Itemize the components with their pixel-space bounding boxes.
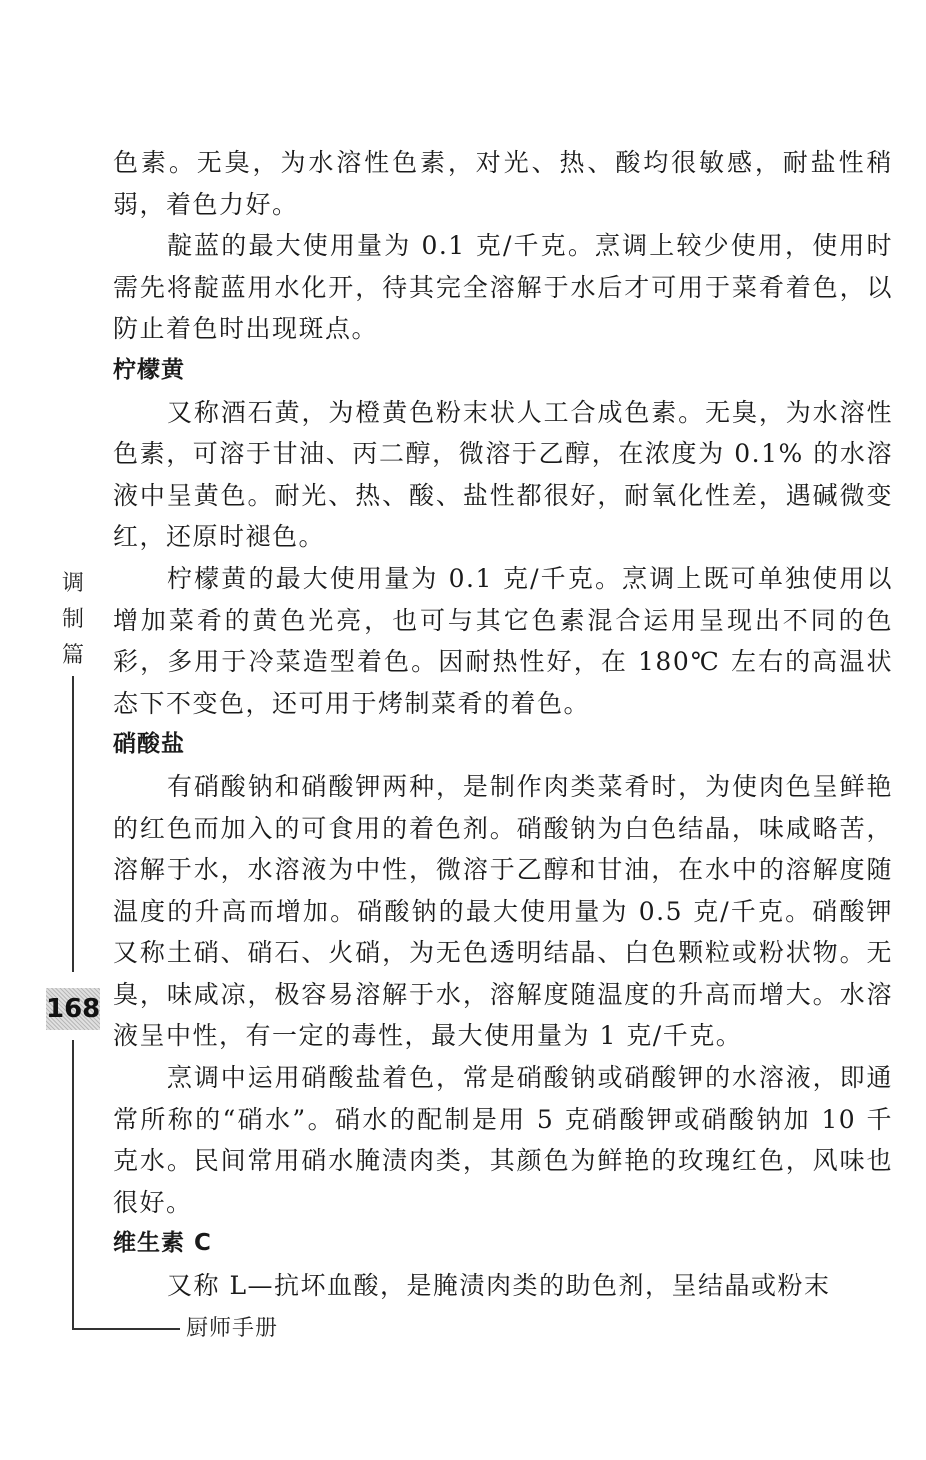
paragraph-4: 柠檬黄的最大使用量为 0.1 克/千克。烹调上既可单独使用以增加菜肴的黄色光亮，也可与其它色素混合运用呈现出不同的色彩，多用于冷菜造型着色。因耐热性好，在 180℃ 左右的高温状态下不变色，还可用于烤制菜肴的着色。: [113, 563, 893, 718]
side-label-char-2: 制: [61, 607, 84, 632]
heading-lemon-yellow: 柠檬黄: [113, 356, 185, 383]
heading-nitrate: 硝酸盐: [113, 731, 185, 758]
margin-rule-top: [72, 676, 74, 972]
chapter-side-label: [60, 566, 86, 674]
book-title-footer: 厨师手册: [186, 1316, 279, 1341]
footer-rule: [72, 1328, 180, 1330]
heading-vitamin-c: 维生素 C: [113, 1230, 212, 1257]
side-label-char-3: 篇: [61, 643, 84, 668]
paragraph-1: 色素。无臭，为水溶性色素，对光、热、酸均很敏感，耐盐性稍弱，着色力好。: [113, 148, 893, 219]
page-number: 168: [46, 988, 100, 1030]
paragraph-7: 又称 L—抗坏血酸，是腌渍肉类的助色剂，呈结晶或粉末: [167, 1271, 831, 1301]
paragraph-6: 烹调中运用硝酸盐着色，常是硝酸钠或硝酸钾的水溶液，即通常所称的“硝水”。硝水的配制是用 5 克硝酸钾或硝酸钠加 10 千克水。民间常用硝水腌渍肉类，其颜色为鲜艳的玫瑰红色，风味也很好。: [113, 1063, 893, 1217]
paragraph-5: 有硝酸钠和硝酸钾两种，是制作肉类菜肴时，为使肉色呈鲜艳的红色而加入的可食用的着色剂。硝酸钠为白色结晶，味咸略苦，溶解于水，水溶液为中性，微溶于乙醇和甘油，在水中的溶解度随温度的升高而增加。硝酸钠的最大使用量为 0.5 克/千克。硝酸钾又称土硝、硝石、火硝，为无色透明结晶、白色颗粒或粉状物。无臭，味咸凉，极容易溶解于水，溶解度随温度的升高而增大。水溶液呈中性，有一定的毒性，最大使用量为 1 克/千克。: [113, 771, 893, 1051]
main-text: [113, 142, 893, 1307]
side-label-char-1: 调: [61, 571, 84, 596]
margin-rule-bottom: [72, 1040, 74, 1330]
paragraph-3: 又称酒石黄，为橙黄色粉末状人工合成色素。无臭，为水溶性色素，可溶于甘油、丙二醇，微溶于乙醇，在浓度为 0.1% 的水溶液中呈黄色。耐光、热、酸、盐性都很好，耐氧化性差，遇碱微变红，还原时褪色。: [113, 397, 893, 552]
paragraph-2: 靛蓝的最大使用量为 0.1 克/千克。烹调上较少使用，使用时需先将靛蓝用水化开，待其完全溶解于水后才可用于菜肴着色，以防止着色时出现斑点。: [113, 231, 893, 344]
